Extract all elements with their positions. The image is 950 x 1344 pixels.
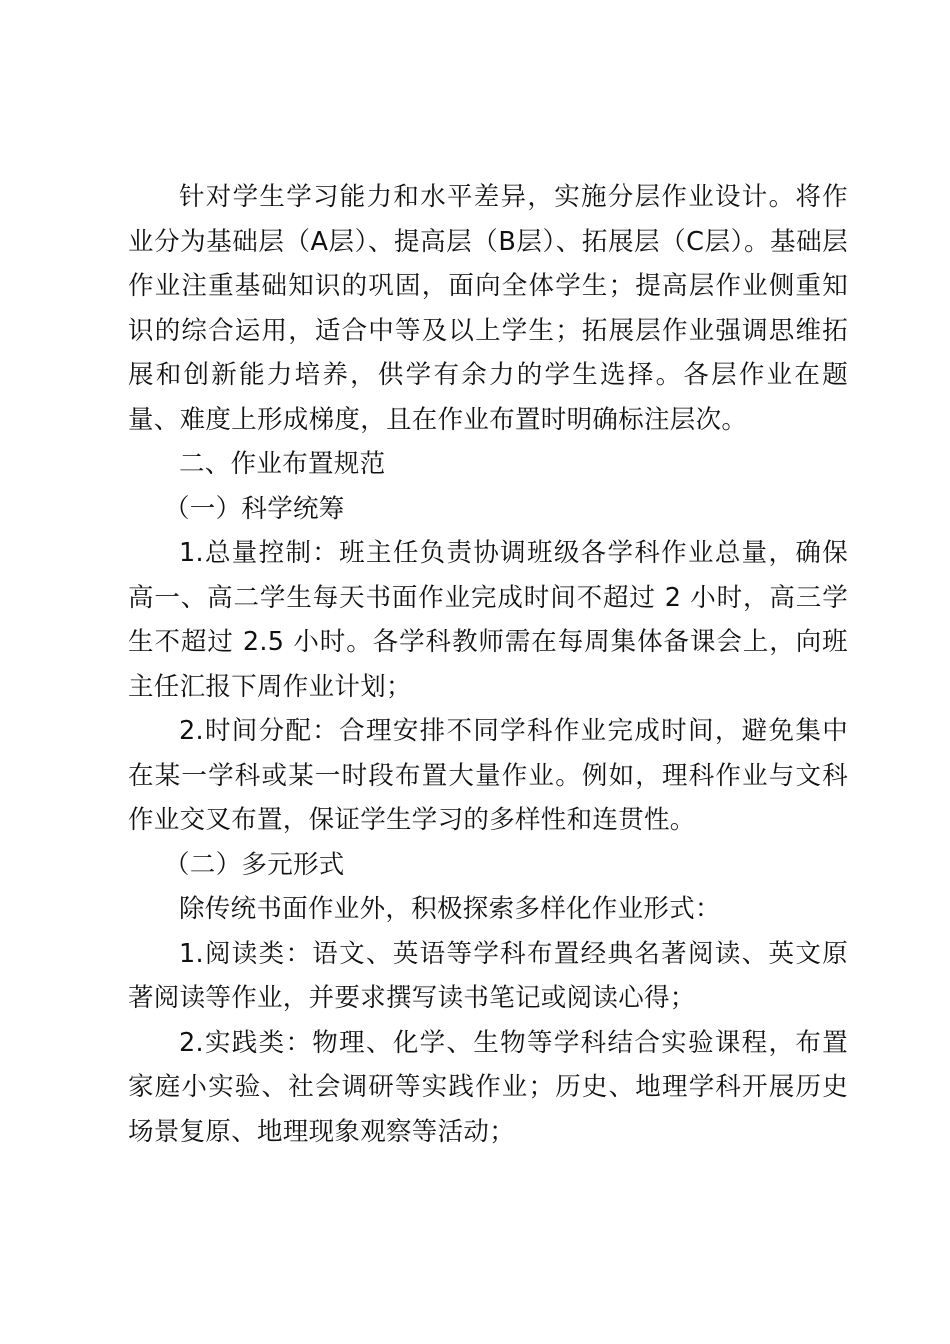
subsection-heading-diverse-forms: （二）多元形式 — [164, 849, 345, 880]
subsection-heading-scientific-planning: （一）科学统筹 — [164, 493, 345, 524]
paragraph-practice-type: 2.实践类：物理、化学、生物等学科结合实验课程，布置家庭小实验、社会调研等实践作业；历史、地理学科开展历史场景复原、地理现象观察等活动； — [128, 1027, 848, 1147]
paragraph-total-control: 1.总量控制：班主任负责协调班级各学科作业总量，确保高一、高二学生每天书面作业完成时间不超过 2 小时，高三学生不超过 2.5 小时。各学科教师需在每周集体备课会上，向班主任汇报下周作业计划； — [128, 538, 848, 702]
document-body — [128, 175, 848, 1154]
paragraph-time-allocation: 2.时间分配：合理安排不同学科作业完成时间，避免集中在某一学科或某一时段布置大量作业。例如，理科作业与文科作业交叉布置，保证学生学习的多样性和连贯性。 — [128, 716, 848, 835]
section-heading-homework-norms: 二、作业布置规范 — [179, 449, 386, 479]
paragraph-diverse-intro: 除传统书面作业外，积极探索多样化作业形式： — [179, 894, 721, 924]
paragraph-layered-homework: 针对学生学习能力和水平差异，实施分层作业设计。将作业分为基础层（A层）、提高层（B层）、拓展层（C层）。基础层作业注重基础知识的巩固，面向全体学生；提高层作业侧重知识的综合运用，适合中等及以上学生；拓展层作业强调思维拓展和创新能力培养，供学有余力的学生选择。各层作业在题量、难度上形成梯度，且在作业布置时明确标注层次。 — [128, 182, 848, 435]
paragraph-reading-type: 1.阅读类：语文、英语等学科布置经典名著阅读、英文原著阅读等作业，并要求撰写读书笔记或阅读心得； — [128, 938, 848, 1013]
